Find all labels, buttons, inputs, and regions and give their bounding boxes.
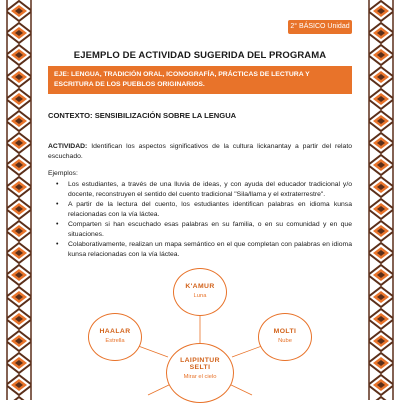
examples-label: Ejemplos:	[48, 170, 78, 177]
list-item: • A partir de la lectura del cuento, los estudiantes identifican palabras en idioma kunsa relacionadas con la vía láctea.	[68, 200, 352, 219]
activity-text: Identifican los aspectos significativos de la cultura lickanantay a partir del relato escuchado.	[48, 143, 353, 160]
examples-list	[48, 180, 352, 260]
node-kamur-name: K'AMUR	[185, 283, 215, 290]
axis-banner: EJE: LENGUA, TRADICIÓN ORAL, ICONOGRAFÍA, PRÁCTICAS DE LECTURA Y ESCRITURA DE LOS PUEBLOS ORIGINARIOS.	[48, 66, 352, 94]
activity-paragraph	[48, 142, 352, 161]
node-molti	[258, 313, 312, 361]
node-haalar-name: HAALAR	[99, 328, 131, 335]
semantic-map	[48, 265, 352, 400]
list-item: • Comparten si han escuchado esas palabras en su familia, o en su comunidad y en que situaciones.	[68, 220, 352, 239]
node-molti-meaning: Nube	[278, 338, 292, 344]
center-meaning: Mirar el cielo	[183, 374, 217, 380]
page-title: EJEMPLO DE ACTIVIDAD SUGERIDA DEL PROGRAMA	[73, 50, 327, 61]
activity-label: ACTIVIDAD:	[48, 143, 88, 150]
node-haalar	[88, 313, 142, 361]
grade-unit-badge: 2° BÁSICO Unidad 1	[288, 20, 352, 34]
node-kamur	[173, 268, 227, 316]
right-decorative-border	[366, 0, 396, 400]
left-decorative-border	[4, 0, 34, 400]
center-name-line1: LAIPINTUR	[180, 357, 220, 364]
node-haalar-meaning: Estrella	[105, 338, 125, 344]
list-item: • Colaborativamente, realizan un mapa semántico en el que completan con palabras en idioma kunsa relacionadas con la vía láctea.	[68, 240, 352, 259]
list-item: • Los estudiantes, a través de una lluvia de ideas, y con ayuda del educador tradicional y/o docente, reconstruyen el sentido del cuento tradicional "Sila/llama y el extraterrestre".	[68, 180, 352, 199]
center-name-line2: SELTI	[189, 364, 211, 371]
node-molti-name: MOLTI	[273, 328, 297, 335]
node-kamur-meaning: Luna	[193, 293, 207, 299]
node-center-laipintur-selti	[166, 343, 234, 403]
context-heading: CONTEXTO: SENSIBILIZACIÓN SOBRE LA LENGUA	[48, 111, 237, 120]
